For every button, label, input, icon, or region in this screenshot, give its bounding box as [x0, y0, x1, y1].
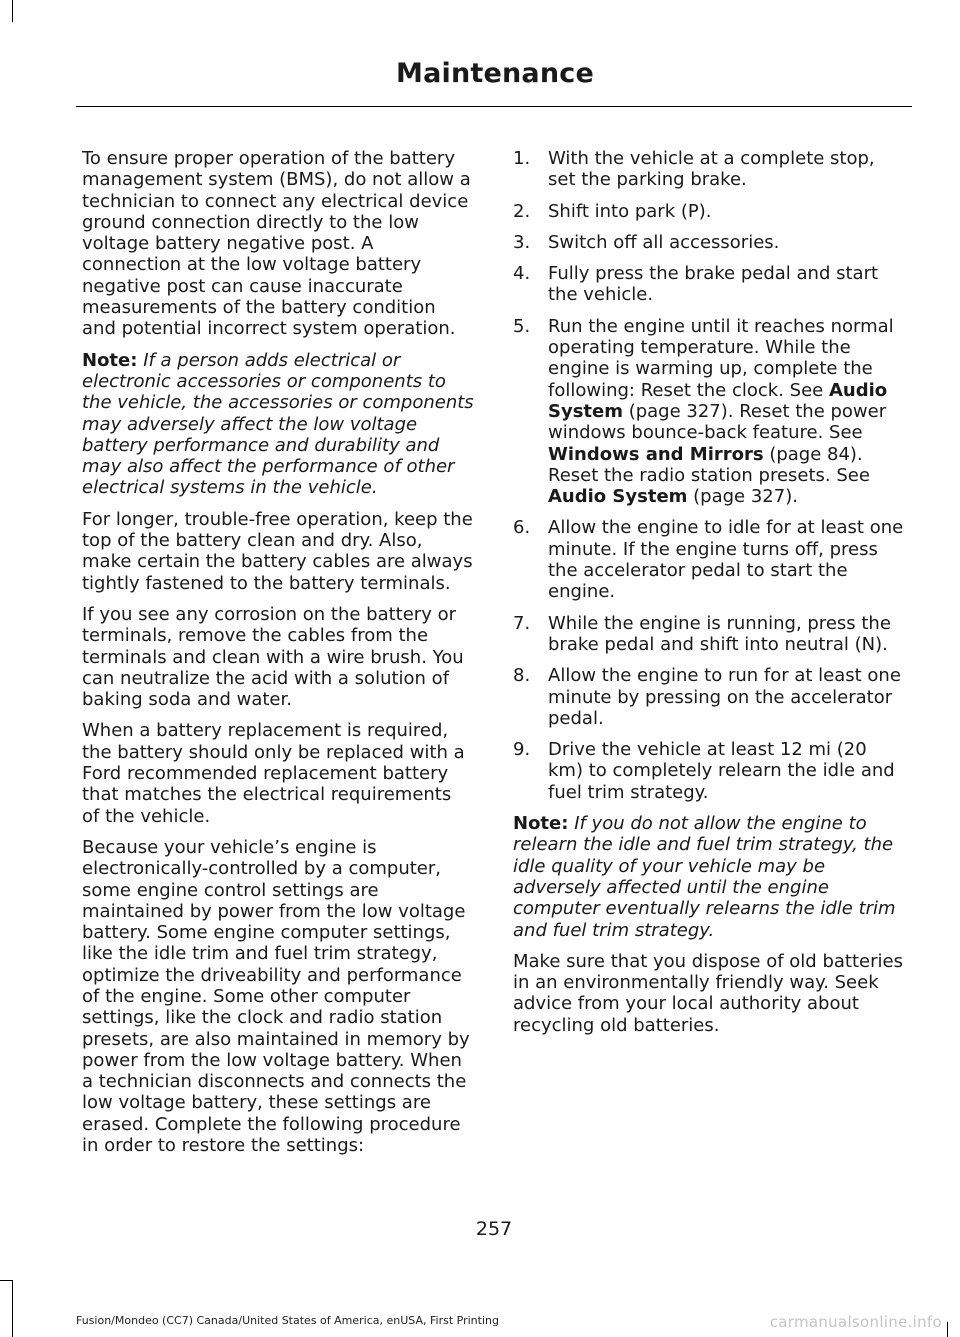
left-column [82, 148, 474, 1166]
step-text: While the engine is running, press the brake pedal and shift into neutral (N). [548, 612, 891, 655]
paragraph-corrosion: If you see any corrosion on the battery or terminals, remove the cables from the terminals and clean with a wire brush. You can neutralize the acid with a solution of baking soda and water. [82, 603, 464, 711]
step5-text-4: (page 327). [687, 486, 798, 508]
crop-mark-bottom-right [947, 1322, 948, 1337]
crop-mark-bottom-left-horizontal [0, 1280, 12, 1281]
step-text: Allow the engine to idle for at least one minute. If the engine turns off, press the accelerator pedal to start the engine. [548, 517, 904, 603]
page-number: 257 [475, 1218, 513, 1240]
paragraph-computer-settings: Because your vehicle’s engine is electronically-controlled by a computer, some engine control settings are maintained by power from the low voltage battery. Some engine computer settings, like the idle trim and fuel trim strategy, optimize the driveability and performance of the engine. Some other computer settings, like the clock and radio station presets, are also maintained in memory by power from the low voltage battery. When a technician disconnects and connects the low voltage battery, these settings are erased. Complete the following procedure in order to restore the settings: [82, 836, 470, 1157]
note-relearn [513, 813, 907, 941]
step-item [513, 316, 907, 508]
step-number: 4. [513, 263, 531, 285]
note-label: Note: [82, 349, 138, 371]
link-audio-system[interactable]: Audio System [548, 379, 888, 422]
link-audio-system-2[interactable]: Audio System [548, 486, 688, 508]
step-number: 9. [513, 739, 531, 761]
footer-edition: Fusion/Mondeo (CC7) Canada/United States of America, enUSA, First Printing [76, 1314, 499, 1327]
step-number: 2. [513, 200, 531, 222]
procedure-steps [513, 148, 907, 803]
step5-text-1: Run the engine until it reaches normal operating temperature. While the engine is warming up, complete the following: Reset the clock. See [548, 315, 894, 401]
step5-text-3: (page 84). Reset the radio station presets. See [548, 443, 870, 486]
step5-text-2: (page 327). Reset the power windows bounce-back feature. See [548, 400, 887, 444]
step-item [513, 739, 907, 803]
step-item [513, 665, 907, 729]
note-text: If a person adds electrical or electronic accessories or components to the vehicle, the accessories or components may adversely affect the low voltage battery performance and durability and may also affect the performance of other electrical systems in the vehicle. [82, 349, 474, 499]
step-text [548, 316, 894, 507]
right-column [513, 148, 907, 1046]
paragraph-clean-battery: For longer, trouble-free operation, keep the top of the battery clean and dry. Also, make certain the battery cables are always tightly fastened to the battery terminals. [82, 508, 473, 594]
note-label: Note: [513, 813, 569, 835]
crop-mark-bottom-left [12, 1280, 13, 1337]
note-accessories [82, 350, 474, 499]
paragraph-replacement: When a battery replacement is required, the battery should only be replaced with a Ford recommended replacement battery that matches the electrical requirements of the vehicle. [82, 720, 465, 827]
step-number: 3. [513, 231, 531, 253]
step-number: 5. [513, 315, 531, 337]
step-number: 1. [513, 148, 531, 169]
page-title: Maintenance [396, 58, 594, 89]
step-item [513, 232, 907, 253]
note-text: If you do not allow the engine to relearn the idle and fuel trim strategy, the idle quality of your vehicle may be adversely affected until the engine computer eventually relearns the idle trim and fuel trim strategy. [513, 813, 896, 941]
header-divider [76, 106, 912, 107]
step-item [513, 148, 907, 191]
step-text: Drive the vehicle at least 12 mi (20 km) to completely relearn the idle and fuel trim strategy. [548, 739, 895, 803]
paragraph-disposal: Make sure that you dispose of old batteries in an environmentally friendly way. Seek advice from your local authority about recycling old batteries. [513, 950, 903, 1036]
link-windows-and-mirrors[interactable]: Windows and Mirrors [548, 443, 764, 465]
step-item [513, 201, 907, 222]
step-text: With the vehicle at a complete stop, set the parking brake. [548, 148, 875, 191]
step-number: 6. [513, 517, 531, 539]
watermark: carmanualsonline.info [769, 1313, 942, 1331]
step-item [513, 517, 907, 602]
step-text: Switch off all accessories. [548, 231, 780, 253]
step-text: Fully press the brake pedal and start the vehicle. [548, 263, 879, 306]
step-item [513, 263, 907, 306]
step-text: Allow the engine to run for at least one minute by pressing on the accelerator pedal. [548, 665, 901, 729]
crop-mark-top-left [12, 0, 13, 22]
paragraph-bms: To ensure proper operation of the battery management system (BMS), do not allow a technician to connect any electrical device ground connection directly to the low voltage battery negative post. A connection at the low voltage battery negative post can cause inaccurate measurements of the battery condition and potential incorrect system operation. [82, 148, 471, 340]
step-text: Shift into park (P). [548, 200, 712, 222]
step-number: 8. [513, 665, 531, 687]
step-number: 7. [513, 612, 531, 634]
step-item [513, 613, 907, 656]
